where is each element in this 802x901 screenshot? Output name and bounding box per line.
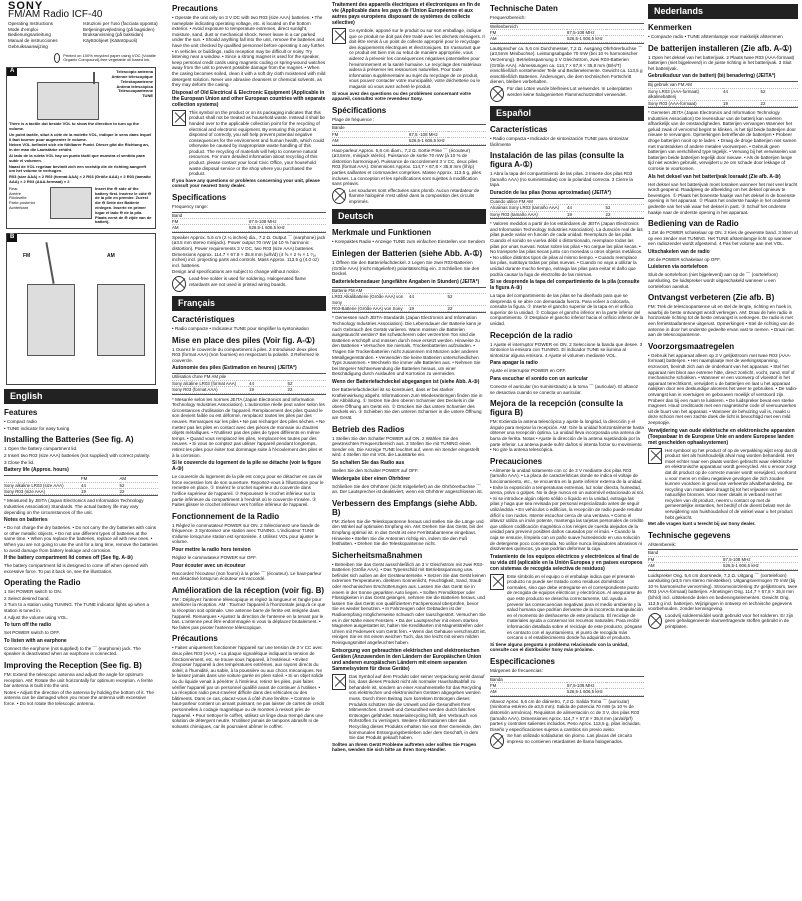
de-contact: Sollten an Ihrem Gerät Probleme auftreten oder sollten Sie Fragen haben, wenden Sie sich bitte an Ihren Sony-Händler. bbox=[332, 741, 477, 753]
fr-spec-text: Haut-parleur Approx. 5,6 cm diam., 7,2 Ω. Sortie Prise ⌒ (écouteur) (ø3,5mm, minijack stéréo). Puissance de sortie 70 mW (à 10 % de distorsion harmonique). Puissance de raccordement 3 V CC, deux piles R03 (format AAA). Dimensions Approx. 114,7 × 67,8 × 35,8 mm (l/h/p) parties saillantes et commandes comprises. Masse Approx. 113,5 g, piles incluses. La conception et les spécifications sont sujettes à modification sans préavis. bbox=[332, 147, 482, 187]
nl-tech-heading: Technische gegevens bbox=[648, 530, 731, 540]
step: 4 Adjust the volume using VOL. bbox=[4, 614, 69, 620]
cell: 52 bbox=[606, 205, 645, 211]
de-precautions: • Betreiben Sie das Gerät ausschließlich an 3 V Gleichstrom mit zwei R03-Batterien (Größe AAA). • Das Typenschild mit Betriebsspannung usw. befindet sich außen an der Geräteunterseite. • Setzen Sie das Gerät keinen extremen Temperaturen, direktem Sonnenlicht, Feuchtigkeit, Sand, Staub oder mechanischen Erschütterungen aus. Lassen Sie das Gerät nie in einem in der Sonne geparkten Auto liegen. • Sollten Fremdkörper oder Flüssigkeiten in das Gerät gelangen, nehmen Sie die Batterien heraus, und lassen Sie das Gerät von qualifiziertem Fachpersonal überprüfen, bevor Sie es wieder benutzen. • In Fahrzeugen oder Gebäuden ist der Radioempfang möglicherweise schwach oder rauschgestört. Versuchen Sie es in der Nähe eines Fensters. • Da der Lautsprecher mit einem starken Magneten ausgestattet ist, halten Sie Kreditkarten mit Magnetstreifen oder Uhren mit Federwerk vom Gerät fern. • Wenn das Gehäuse verschmutzt ist, reinigen Sie es mit einem weichen Tuch, das Sie leicht mit einem milden Reinigungsmittel angefeuchtet haben. bbox=[332, 561, 486, 645]
de-lead-block bbox=[490, 86, 644, 102]
cell: 44 bbox=[81, 483, 120, 489]
fr-contact: Si vous avez des questions ou des problèmes concernant votre appareil, consultez votre revendeur Sony. bbox=[332, 90, 471, 102]
recycled-note bbox=[54, 53, 158, 63]
cell: FM bbox=[648, 557, 723, 563]
cell: 19 bbox=[81, 489, 120, 495]
cell: 526,5-1 606,5 kHz bbox=[409, 138, 448, 144]
de-features-heading: Merkmale und Funktionen bbox=[332, 228, 432, 238]
lead-text: Lead-free solder is used for soldering. Halogenated flame retardants are not used in printed wiring boards. bbox=[189, 276, 306, 287]
nl-install: 1 Open het deksel van het batterijvak. 2 Plaats twee R03 (AAA-formaat) batterijen (niet bijgeleverd) in de juiste richting in het batterijvak. 3 Sluit het batterijvak. bbox=[648, 54, 795, 71]
crossed-bin-icon bbox=[172, 110, 186, 126]
es-battery-life-heading: Duración de las pilas (horas aproximadas) (JEITA*) bbox=[490, 189, 612, 196]
weee-heading: Disposal of Old Electrical & Electronic Equipment (Applicable in the European Union and other European countries with separate collection systems) bbox=[172, 89, 326, 108]
figure-b bbox=[6, 233, 156, 385]
lang-item: Betjeningsvejledning (på bagsiden) bbox=[83, 26, 155, 32]
lead-free-icon bbox=[490, 86, 504, 102]
sony-logo: SONY bbox=[8, 0, 44, 12]
note: Naast de VOL regelaar bevindt zich een voelstip die de richting aangeeft om het volume te verhogen. bbox=[9, 163, 147, 174]
fr-operating-heading: Fonctionnement de la Radio bbox=[172, 511, 280, 521]
cell: 52 bbox=[761, 89, 799, 101]
fr-install: 1 Ouvrez le couvercle du compartiment à piles. 2 Introduisez deux piles R03 (format AAA) (non fournies) en respectant la polarité. 3 Refermez le couvercle. bbox=[172, 346, 320, 363]
de-features: • Kompaktes Radio • Anzeige TUNE zum einfachen Einstellen von Sendern bbox=[332, 239, 486, 245]
de-precautions-heading: Sicherheitsmaßnahmen bbox=[332, 550, 423, 560]
cell bbox=[288, 225, 327, 231]
figure-a-part-labels bbox=[111, 70, 153, 99]
column-4 bbox=[490, 0, 644, 901]
lang-bar-dutch: Nederlands bbox=[648, 4, 798, 19]
rear-label: Parte posterior bbox=[9, 200, 36, 206]
cell: 44 bbox=[567, 205, 606, 211]
cell: AM bbox=[172, 225, 249, 231]
rear-label: Arrière bbox=[9, 190, 22, 196]
nl-tech-table bbox=[648, 549, 798, 570]
cell: Sony R03 (size AAA) bbox=[4, 489, 81, 495]
lang-bar-english: English bbox=[4, 389, 158, 404]
crossed-bin-icon bbox=[648, 448, 662, 464]
fr-off: Réglez le commutateur POWER sur OFF. bbox=[172, 555, 257, 561]
fr-weee-heading: Traitement des appareils électriques et électroniques en fin de vie (Applicable dans les pays de l'Union Européenne et aux autres pays européens disposant de systèmes de collecte sélective) bbox=[332, 2, 481, 26]
nl-battery-table bbox=[648, 81, 798, 108]
de-reception: FM: Ziehen Sie die Teleskopantenne heraus und stellen Sie die Länge und den Winkel auf optimalen Empfang ein. AM: Drehen Sie das Gerät, bis der Empfang optimal ist. In das Gerät ist eine Ferritstabantenne eingebaut. Hinweise • Stellen Sie die Antennen richtig ein, indem Sie den Fuß festhalten. • Drehen Sie die Teleskopantenne nicht. bbox=[332, 518, 484, 547]
cell: Sony alkaline LR03 (size AAA) bbox=[4, 483, 81, 489]
nl-operating-heading: Bediening van de Radio bbox=[648, 219, 739, 229]
fr-lead-text: Les soudures sont effectuées sans plomb. Aucun retardateur de flamme halogéné n'est utilisé dans la composition des circuits imprimés. bbox=[349, 187, 480, 204]
es-reception-heading: Mejora de la recepción (consulte la figura B) bbox=[490, 399, 623, 418]
de-install-heading: Einlegen der Batterien (siehe Abb. A-①) bbox=[332, 249, 483, 259]
notes-text: • Do not charge the dry batteries. • Do not carry the dry batteries with coins or other metallic objects. • Do not use different types of batteries at the same time. • When you replace the batteries, replace all with new ones. • When you are not going to use the unit for a long time, remove the batteries to avoid damage from battery leakage and corrosion. bbox=[4, 525, 158, 553]
nl-tech-sub: Afstembereik: bbox=[648, 541, 677, 547]
de-operating-heading: Betrieb des Radios bbox=[332, 424, 405, 434]
de-tech-text: Lautsprecher ca. 5,6 cm Durchmesser, 7,2 Ω. Ausgang Ohrhörerbuchse ⌒ (ø3,5mm Minibuchse). Leistungsabgabe 70 mW (bei 10 % harmonischer Verzerrung). Betriebsspannung 3 V Gleichstrom, zwei R03-Batterien (Größe AAA). Abmessungen ca. 114,7 × 67,8 × 35,8 mm (B/H/T) einschließlich vorstehender Teile und Bedienelemente. Gewicht ca. 113,5 g einschließlich Batterien. Änderungen, die dem technischen Fortschritt dienen, bleiben vorbehalten. bbox=[490, 45, 643, 85]
cell: Sony R03 (AAA-formaat) bbox=[648, 101, 723, 107]
cell: 44 bbox=[249, 381, 288, 387]
es-operating: 1 Ajuste el interruptor POWER en ON. 2 Seleccione la banda que desee. 3 Sintonice la emisora con TUNING. El indicador TUNE se ilumina al sintonizar alguna emisora. 4 Ajuste el volumen mediante VOL. bbox=[490, 341, 643, 358]
nl-off-heading: Uitschakelen van de radio bbox=[648, 248, 710, 255]
cell: AM bbox=[490, 36, 567, 42]
fr-lead-block bbox=[332, 188, 486, 206]
es-battery-notes: * Valores medidos a partir de los estándares de JEITA (Japan Electronics and Information Technology Industries Association). La duración real de las pilas puede variar en función de cada unidad. Reemplazo de las pilas Cuando el sonido se vuelva débil o distorsionado, reemplace todas las pilas por unas nuevas. Notas sobre las pilas • No cargue las pilas secas. • No transporte las pilas secas junto con monedas u otros objetos metálicos. • No utilice distintos tipos de pilas al mismo tiempo. • Cuando reemplace las pilas, sustituya todas por pilas nuevas. • Cuando no vaya a utilizar la unidad durante mucho tiempo, extraiga las pilas para evitar el daño que podría causar la fuga de electrolito de las mismas. bbox=[490, 221, 643, 277]
nl-weee-heading: Verwijdering van oude elektrische en elektronische apparaten (Toepasbaar in de Europese Unie en andere Europese landen met gescheiden ophaalsystemen) bbox=[648, 427, 795, 446]
freq-range-label: Frequency range: bbox=[172, 204, 209, 210]
note: There is a tactile dot beside VOL to show the direction to turn up the volume. bbox=[9, 121, 139, 131]
lang-bar-spanish: Español bbox=[490, 106, 644, 121]
earphone-text: Connect the earphone (not supplied) to the ⌒ (earphone) jack. The speaker is deactivated when an earphone is connected. bbox=[4, 645, 141, 657]
cell: 526,5-1 606,5 kHz bbox=[567, 689, 606, 695]
cell: 19 bbox=[249, 387, 288, 393]
lang-item: Bedienungsanleitung bbox=[8, 32, 51, 38]
cell: Cuando utilice FM AM bbox=[490, 199, 567, 205]
spec-note: Design and specifications are subject to change without notice. bbox=[172, 269, 300, 275]
lang-item: Bruksanvisning (på baksidan) bbox=[83, 32, 144, 38]
nl-precautions: • Gebruik het apparaat alleen op 3 V gelijkstroom met twee R03 (AAA-formaat) batterijen. • Het naamplaatje met de werkingsspanning, enzovoort, bevindt zich aan de onderkant van het apparaat. • Stel het apparaat niet bloot aan extreme hitte, direct zonlicht, vocht, zand, stof of mechanische schokken. • Wanneer er een voorwerp of vloeistof in het apparaat terechtkomt, verwijdert u de batterijen en laat u het apparaat nakijken door een deskundige alvorens het weer te gebruiken. • De radio-ontvangst kan in voertuigen en gebouwen moeilijk of verstoord zijn. Probeer dan bij een raam te luisteren. • De luidspreker bevat een sterke magneet. Houd creditcards met een magnetische code of veeruurwerken uit de buurt van het apparaat. • Wanneer de behuizing vuil is, maakt u deze schoon met een zachte doek die licht is bevochtigd met een mild zeepsopje. bbox=[648, 352, 798, 425]
cell: 22 bbox=[606, 212, 645, 218]
cell: AM bbox=[332, 138, 409, 144]
radio-illustration bbox=[37, 82, 99, 120]
step: 1 Set POWER switch to ON. bbox=[4, 589, 62, 595]
nl-battery-life-heading: Gebruiksduur van de batterij (bij benadering) (JEITA*) bbox=[648, 73, 776, 80]
crossed-bin-icon bbox=[332, 28, 346, 44]
es-lead-text: Se han utilizado soldaduras sin plomo. Las placas del circuito impreso no contienen retardantes de llama halogenados. bbox=[507, 733, 633, 744]
es-lid-heading: Si se desprende la tapa del compartimiento de la pila (consulte la figura A-③) bbox=[490, 279, 640, 292]
lid-text: The battery compartment lid is designed to come off when opened with excessive force. To put it back on, see the illustration. bbox=[4, 563, 148, 574]
fr-reception: FM : Déployez l'antenne télescopique et réglez la longueur et l'angle pour améliorer la réception. AM : Tournez l'appareil à l'horizontale jusqu'à ce que la réception soit optimale. Une antenne barre de ferrite est intégrée dans l'appareil. Remarques • Ajustez la direction de l'antenne en la tenant par le bas. L'antenne peut être endommagée si vous la déplacez brutalement. • Ne faites pas pivoter l'antenne télescopique. bbox=[172, 596, 326, 630]
crossed-bin-icon bbox=[490, 574, 504, 590]
nl-weee-block bbox=[648, 448, 798, 522]
column-1 bbox=[4, 0, 158, 901]
column-2 bbox=[172, 0, 326, 901]
part-label: Telescopic antenna bbox=[116, 69, 153, 75]
precautions-heading: Precautions bbox=[172, 4, 218, 13]
nl-reception: FM: Trek de telescoopantenne uit en stel de lengte, richting en hoek in, waarbij de beste ontvangst wordt verkregen. AM: Draai de hele radio in horizontale richting tot de beste ontvangst is verkregen. De radio is met een ferrietstaafantenne uitgerust. Opmerkingen • Stel de richting van de antenne in door het onderste gedeelte ervan vast te nemen. • Draai niet aan de telescoopantenne. bbox=[648, 304, 794, 338]
recycle-icon bbox=[54, 53, 60, 63]
nl-lid-text: Het deksel van het batterijvak moet losraken wanneer het met veel kracht wordt geopend. Raadpleeg de afbeelding om het deksel opnieuw te bevestigen. ① Plaats het bovenste haakje van het deksel in de bovenste opening in het apparaat. ② Plaats het onderste haakje in het onderste gedeelte van het vak waar het deksel in past. ③ Schuif het onderste haakje naar de onderste opening in het apparaat. bbox=[648, 181, 798, 215]
fr-precautions-heading: Précautions bbox=[172, 634, 218, 644]
de-battery-notes: * Gemessen nach JEITA-Standards (Japan Electronics and Information Technology Industries Association). Die Lebensdauer der Batterie kann je nach Gebrauch des Geräts variieren. Wann müssen die Batterien ausgetauscht werden? Bei schwächerem oder verzerrtem Ton sind die Batterien erschöpft und müssen durch neue ersetzt werden. Hinweise zu den Batterien • Versuchen Sie niemals, Trockenbatterien aufzuladen. • Tragen Sie Trockenbatterien nicht zusammen mit Münzen oder anderen Metallgegenständen. • Verwenden Sie keine Batterien unterschiedlichen Typs zusammen. • Wechseln Sie immer alle Batterien aus. • Nehmen Sie bei längerer Nichtverwendung die Batterien heraus, um einer Beschädigung durch Auslaufen und Korrosion zu vermeiden. bbox=[332, 315, 482, 377]
de-earphone-heading: Wiedergabe über einen Ohrhörer bbox=[332, 475, 411, 482]
lang-item: Käyttöohjeet (Kääntöpuoli) bbox=[83, 37, 138, 43]
es-install: 1 Abra la tapa del compartimiento de las pilas. 2 Inserte dos pilas R03 (tamaño AAA) (no suministradas) con la polaridad correcta. 3 Cierre la tapa. bbox=[490, 171, 633, 188]
lang-bar-german: Deutsch bbox=[332, 209, 486, 224]
figure-a-label: A bbox=[7, 68, 17, 76]
battery-life-heading: Battery life (Approx. hours) bbox=[4, 467, 69, 474]
de-tech-heading: Technische Daten bbox=[490, 4, 558, 13]
step: 1 Open the battery compartment lid. bbox=[4, 446, 78, 452]
cell: Banda bbox=[490, 677, 567, 683]
cell: FM bbox=[81, 476, 120, 482]
de-off: Stellen Sie den Schalter POWER auf OFF. bbox=[332, 467, 419, 473]
operating-heading: Operating the Radio bbox=[4, 578, 81, 588]
part-label: Antenne télescopique bbox=[111, 73, 153, 79]
cell: 44 bbox=[723, 89, 761, 101]
column-5 bbox=[648, 0, 798, 901]
lang-bar-french: Français bbox=[172, 296, 326, 311]
cell: Bande bbox=[332, 125, 409, 131]
de-lid-heading: Wenn der Batteriefachdeckel abgegangen ist (siehe Abb. A-③) bbox=[332, 379, 480, 385]
cell: R03-Batterie (Größe AAA) von Sony bbox=[332, 306, 409, 312]
cell: 52 bbox=[120, 483, 159, 489]
es-spec-text: Altavoz Aprox. 5,6 cm de diámetro, 7,2 Ω. Salida Toma ⌒ (auricular) (minitoma estéreo de ø3,5 mm). Salida de potencia 70 mW (a 10 % de distorsión armónica). Requisitos de alimentación cc de 3 V, dos pilas R03 (tamaño AAA). Dimensiones Aprox. 114,7 × 67,8 × 35,8 mm (an/al/prf) partes y controles salientes incluidos. Peso Aprox. 113,5 g, pilas incluidas. Diseño y especificaciones sujetos a cambios sin previo aviso. bbox=[490, 698, 641, 732]
fr-features: • Radio compacte • Indicateur TUNE pour simplifier la syntonisation bbox=[172, 326, 309, 331]
antenna-illustration bbox=[45, 242, 54, 284]
battery-compartment-illustration bbox=[50, 187, 92, 219]
language-list bbox=[8, 21, 158, 49]
reception-notes: Notes • Adjust the direction of the antenna by holding the bottom of it. The antenna can be damaged when you move the antenna with excessive force. • Do not rotate the telescopic antenna. bbox=[4, 689, 154, 706]
de-weee-block bbox=[332, 674, 486, 742]
lang-item: Mode d'emploi bbox=[8, 26, 38, 32]
cell: Sony R03 (tamaño AAA) bbox=[490, 212, 567, 218]
fr-off-heading: Pour mettre la radio hors tension bbox=[172, 547, 251, 554]
de-weee-heading: Entsorgung von gebrauchten elektrischen und elektronischen Geräten (Anzuwenden in den Ländern der Europäischen Union und anderen europäischen Ländern mit einem separaten Sammelsystem für diese Geräte) bbox=[332, 647, 482, 672]
es-off-heading: Para apagar la radio bbox=[490, 360, 538, 367]
nl-features-heading: Kenmerken bbox=[648, 23, 692, 32]
lead-free-icon bbox=[172, 276, 186, 292]
fr-battery-table bbox=[172, 373, 326, 394]
nl-install-heading: De batterijen installeren (Zie afb. A-①) bbox=[648, 43, 792, 53]
step: 2 Select desired band. bbox=[4, 595, 50, 601]
turn-off-text: Set POWER switch to OFF. bbox=[4, 630, 60, 636]
fr-lid-text: Le couvercle du logement de la pile est conçu pour se détacher en cas de force excessive lors de son ouverture. Reportez-vous à l'illustration pour le remettre en place. ① Insérez le crochet supérieur du couvercle dans l'orifice supérieur de l'appareil. ② Repoussez le crochet inférieur sur la partie inférieure du compartiment à l'endroit où le couvercle s'insère. ③ Faites glisser le crochet inférieur vers l'orifice inférieur de l'appareil. bbox=[172, 474, 324, 508]
cell: Sony alcaline LR03 (format AAA) bbox=[172, 381, 249, 387]
fr-spec-table bbox=[332, 124, 486, 145]
reception-text: FM: Extend the telescopic antenna and adjust the angle for optimum reception. AM: Rotate the unit horizontally for optimum reception. A ferrite bar antenna is built into the unit. bbox=[4, 672, 153, 689]
cell: Band bbox=[648, 550, 723, 556]
figure-a-notes bbox=[9, 122, 153, 225]
part-label: Telescoopantenne bbox=[118, 88, 153, 94]
es-install-heading: Instalación de las pilas (consulte la figura A-①) bbox=[490, 151, 624, 170]
de-operating: 1 Stellen Sie den Schalter POWER auf ON. 2 Wählen Sie den gewünschten Frequenzbereich aus. 3 Stellen Sie mit TUNING einen Sender ein. Die Anzeige TUNE leuchtet auf, wenn ein Sender eingestellt wird. 4 Stellen Sie mit VOL die Lautstärke ein. bbox=[332, 435, 480, 458]
cell: FM bbox=[490, 683, 567, 689]
de-reception-heading: Verbessern des Empfangs (siehe Abb. B) bbox=[332, 498, 478, 517]
cell: FM bbox=[332, 132, 409, 138]
lead-block bbox=[172, 276, 326, 292]
fr-spec-sub: Plage de fréquence : bbox=[332, 116, 375, 122]
cell: 19 bbox=[567, 212, 606, 218]
cell: LR03 Alkalibatterie (Größe AAA) von Sony bbox=[332, 294, 409, 306]
lead-free-icon bbox=[332, 188, 346, 204]
cell bbox=[606, 36, 645, 42]
figure-a bbox=[6, 67, 156, 229]
model-title bbox=[8, 8, 158, 20]
cell bbox=[761, 563, 799, 569]
es-weee-heading: Tratamiento de los equipos eléctricos y electrónicos al final de su vida útil (aplicable en la Unión Europea y en países europeos con sistemas de recogida selectiva de residuos) bbox=[490, 553, 643, 572]
nl-off: Zet de POWER schakelaar op OFF. bbox=[648, 256, 721, 262]
cell: 19 bbox=[723, 101, 761, 107]
fr-features-heading: Caractéristiques bbox=[172, 315, 235, 324]
radio-fm-illustration bbox=[27, 284, 75, 356]
fr-earphone: Raccordez l'écouteur (non fourni) à la prise ⌒ (écouteur). Le haut-parleur est désactivé lorsqu'un écouteur est raccordé. bbox=[172, 570, 322, 582]
notes-heading: Notes on batteries bbox=[4, 517, 48, 524]
figure-b-label: B bbox=[7, 234, 17, 242]
de-off-heading: So schalten Sie das Radio aus bbox=[332, 459, 405, 466]
es-battery-table bbox=[490, 198, 644, 219]
insert-instruction: Insert the ⊖ side of the battery first. Insérez le côté ⊖ de la pile en premier. Zuerst die ⊖ Seite der Batterie einlegen. Inserte en primer lugar el lado ⊖ de la pila. Plaats eerst de ⊖ zijde van de batterij. bbox=[95, 185, 152, 225]
es-spec-sub: Márgenes de frecuencias: bbox=[490, 668, 543, 673]
cell: Alcalinas Sony LR03 (tamaño AAA) bbox=[490, 205, 567, 211]
de-lid-text: Der Batteriefachdeckel ist so konstruiert, dass er bei starker Krafteinwirkung abgeht. Informationen zum Wiederanbringen finden Sie in der Abbildung. ① Setzen Sie den oberen Scharnier des Deckels in die obere Öffnung am Gerät ein. ② Drücken Sie das untere Scharnier des Deckels ein. ③ Schieben Sie den unteren Scharnier in die untere Öffnung am Gerät. bbox=[332, 387, 483, 420]
fr-weee-text: Ce symbole, apposé sur le produit ou sur son emballage, indique que ce produit ne doit pas être traité avec les déchets ménagers. Il doit être remis à un point de collecte approprié pour le recyclage des équipements électriques et électroniques. En s'assurant que ce produit est bien mis au rebut de manière appropriée, vous aiderez à prévenir les conséquences négatives potentielles pour l'environnement et la santé humaine. Le recyclage des matériaux aidera à préserver les ressources naturelles. Pour toute information supplémentaire au sujet du recyclage de ce produit, vous pouvez contacter votre municipalité, votre déchetterie ou le magasin où vous avez acheté le produit. bbox=[349, 28, 485, 89]
de-tech-sub: Frequenzbereich: bbox=[490, 15, 526, 20]
fr-install-heading: Mise en place des piles (Voir fig. A-①) bbox=[172, 335, 315, 345]
es-off: Ajuste el interruptor POWER en OFF. bbox=[490, 368, 567, 374]
radio-am-illustration bbox=[97, 284, 145, 356]
lead-free-icon bbox=[490, 733, 504, 749]
model-code: ICF-40 bbox=[71, 8, 103, 20]
specifications-heading: Specifications bbox=[172, 193, 227, 203]
cell: FM bbox=[172, 219, 249, 225]
band-label-am: AM bbox=[107, 253, 115, 260]
model-name: FM/AM Radio bbox=[8, 8, 70, 20]
nl-lead-text: Loodvrij soldeermiddel wordt gebruikt voor het solderen. Er zijn geen gehalogeneerde vlamvertragende stoffen gebruikt in de printplaten. bbox=[665, 612, 794, 629]
cell: Sony R03 (format AAA) bbox=[172, 387, 249, 393]
fr-precautions: • Faites uniquement fonctionner l'appareil sur une tension de 3 V CC avec deux piles R03 (AAA). • La plaque signalétique indiquant la tension de fonctionnement, etc. se trouve sous l'appareil, à l'extérieur. • Evitez d'exposer l'appareil à des températures extrêmes, aux rayons directs du soleil, à l'humidité, au sable, à la poussière ou aux chocs mécaniques. Ne le laissez jamais dans une voiture garée en plein soleil. • Si un objet solide ou du liquide venait à pénétrer à l'intérieur, retirez les piles, puis faites vérifier l'appareil par un personnel qualifié avant de continuer à l'utiliser. • La réception radio peut s'avérer difficile dans des véhicules ou des bâtiments. Dans ce cas, placez-vous à côté d'une fenêtre. • Comme le haut-parleur contient un aimant puissant, ne pas laisser de cartes de crédit personnelles à codage magnétique ou de montres à ressort près de l'appareil. • Pour nettoyer le coffret, utilisez un linge doux trempé dans une solution de détergent neutre. N'utilisez jamais de tampons abrasifs ni de solvants chimiques, car ils pourraient abîmer le coffret. bbox=[172, 645, 324, 729]
cell: 87,5-108 MHz bbox=[723, 557, 761, 563]
lang-item: Istruzioni per l'uso (facciata opposta) bbox=[83, 21, 158, 27]
cell: 22 bbox=[288, 387, 327, 393]
cell: AM bbox=[120, 476, 159, 482]
cell: 87,5-108 MHz bbox=[567, 683, 606, 689]
de-tech-table bbox=[490, 23, 644, 44]
cell bbox=[606, 689, 645, 695]
es-lead-block bbox=[490, 733, 644, 749]
de-battery-table bbox=[332, 287, 486, 314]
fr-operating: 1 Réglez le commutateur POWER sur ON. 2 Sélectionnez une bande de fréquence. 3 Syntonisez une station avec TUNING. L'indicateur TUNE s'allume lorsqu'une station est syntonisée. 4 Utilisez VOL pour ajuster le volume. bbox=[172, 522, 320, 545]
lang-item: Manual de instrucciones bbox=[8, 37, 58, 43]
fr-reception-heading: Amélioration de la réception (voir fig. B) bbox=[172, 585, 325, 595]
lang-item: Gebruiksaanwijzing bbox=[8, 43, 48, 49]
es-precautions: • Alimente la unidad solamente con cc de 3 V mediante dos pilas R03 (tamaño AAA). • La placa de características donde se indica el voltaje de funcionamiento, etc., se encuentra en la parte inferior externa de la unidad. • Evite la exposición a temperaturas extremas, luz solar directa, humedad, arena, polvo o golpes. No la deje nunca en un automóvil estacionado al sol. • Si se introduce algún objeto sólido o líquido en la unidad, extraiga las pilas y haga que sea revisada por personal especializado antes de seguir utilizándola. • En vehículos o edificios, la recepción de radio puede resultar difícil o con ruidos. Intente escuchar cerca de una ventana. • Como el altavoz utiliza un imán potente, mantenga las tarjetas personales de crédito que utilicen codificación magnética o los relojes de cuerda alejados de la unidad para prevenir posibles daños causados por el imán. • Cuando la caja se ensucie, límpiela con un paño suave humedecido en una solución de detergente poco concentrada. No utilice nunca limpiadores abrasivos ni disolventes químicos, ya que podrían deformar la caja. bbox=[490, 467, 644, 552]
cell: Sony LR03 (AAA-formaat) alkalinebatterij bbox=[648, 89, 723, 101]
es-lid-text: La tapa del compartimiento de las pilas se ha diseñado para que se desprenda si se abre con demasiada fuerza. Para volver a colocarla, consulte la figura. ① Inserte el gancho superior de la tapa en el orificio superior de la unidad. ② Coloque el gancho inferior en la parte inferior del compartimiento. ③ Desplace el gancho inferior hacia el orificio inferior de la unidad. bbox=[490, 293, 644, 327]
rear-label: Achterkant bbox=[9, 204, 29, 210]
fr-lid-heading: Si le couvercle du logement de la pile se détache (voir la figure A-③) bbox=[172, 460, 322, 473]
battery-labels: R03 (size AAA) × 2 R03 (format AAA) × 2 R03 (Größe AAA) × 2 R03 (tamaño AAA) × 2 R03 (AAA-formaat) × 2 bbox=[9, 174, 151, 184]
de-install: 1 Öffnen Sie den Batteriefachdeckel. 2 Legen Sie zwei R03-Batterien (Größe AAA) (nicht mitgeliefert) polaritätsrichtig ein. 3 Schließen Sie den Deckel. bbox=[332, 260, 480, 277]
cell: 526,5-1 606,5 kHz bbox=[567, 36, 606, 42]
de-battery-life-heading: Batterielebensdauer (ungefähre Angaben in Stunden) (JEITA*) bbox=[332, 278, 480, 285]
es-spec-heading: Especificaciones bbox=[490, 657, 555, 666]
de-earphone: Schließen Sie den Ohrhörer (nicht mitgeliefert) an die Ohrhörerbuchse ⌒ an. Der Lautsprecher ist deaktiviert, wenn ein Ohrhörer angeschlossen ist. bbox=[332, 483, 483, 495]
cell: 22 bbox=[120, 489, 159, 495]
cell: FM bbox=[490, 30, 567, 36]
step: 2 Insert two R03 (size AAA) batteries (not supplied) with correct polarity. bbox=[4, 452, 150, 458]
features-heading: Features bbox=[4, 408, 38, 418]
fr-weee-block bbox=[332, 28, 486, 91]
es-operating-heading: Recepción de la radio bbox=[490, 330, 573, 340]
cell: Utilisation d'une FM AM pile bbox=[172, 374, 249, 380]
cell: 526.5-1 606.5 kHz bbox=[249, 225, 288, 231]
rear-labels bbox=[9, 187, 47, 225]
cell: 22 bbox=[448, 306, 487, 312]
weee-text: This symbol on the product or on its packaging indicates that this product shall not be treated as household waste. Instead it shall be handed over to the applicable collection point for the recycling of electrical and electronic equipment. By ensuring this product is disposed of correctly, you will help prevent potential negative consequences for the environment and human health, which could otherwise be caused by inappropriate waste handling of this product. The recycling of materials will help to conserve natural resources. For more detailed information about recycling of this product, please contact your local Civic Office, your household waste disposal service or the shop where you purchased the product. bbox=[189, 109, 325, 177]
es-features-heading: Características bbox=[490, 124, 548, 134]
cell: AM bbox=[648, 563, 723, 569]
column-3 bbox=[332, 0, 486, 901]
cell: 44 bbox=[409, 294, 448, 306]
lid-heading: If the battery compartment lid comes off (See fig. A-③) bbox=[4, 555, 133, 562]
de-weee-text: Das Symbol auf dem Produkt oder seiner Verpackung weist darauf hin, dass dieses Produkt nicht als normaler Haushaltsabfall zu behandeln ist, sondern an einer Annahmestelle für das Recycling von elektrischen und elektronischen Geräten abgegeben werden muss. Durch Ihren Beitrag zum korrekten Entsorgen dieses Produkts schützen Sie die Umwelt und die Gesundheit Ihrer Mitmenschen. Umwelt und Gesundheit werden durch falsches Entsorgen gefährdet. Materialrecycling hilft, den Verbrauch von Rohstoffen zu verringern. Weitere Informationen über das Recycling dieses Produkts erhalten Sie von Ihrer Gemeinde, den kommunalen Entsorgungsbetrieben oder dem Geschäft, in dem Sie das Produkt gekauft haben. bbox=[349, 673, 485, 741]
cell: 526,5-1 606,5 kHz bbox=[723, 563, 759, 569]
cell: AM bbox=[490, 689, 567, 695]
earphone-heading: To listen with an earphone bbox=[4, 637, 67, 644]
part-label: TUNE bbox=[142, 93, 153, 99]
feature-item: • TUNE indicator for easy tuning bbox=[4, 425, 70, 431]
antenna-illustration bbox=[93, 72, 95, 84]
jeita-note: * Measured by JEITA (Japan Electronics and Information Technology Industries Association) Standards. The actual battery life may vary depending on the circumstances of the unit. bbox=[4, 498, 144, 515]
cell: 52 bbox=[288, 381, 327, 387]
turn-off-heading: To turn off the radio bbox=[4, 622, 52, 629]
fr-spec-heading: Spécifications bbox=[332, 105, 387, 115]
es-earphone: Conecte el auricular (no suministrado) a la toma ⌒ (auricular). El altavoz se desactiva cuando se conecta un auricular. bbox=[490, 384, 639, 395]
cell: 87,5 -108 MHz bbox=[409, 132, 448, 138]
cell: Wellenbereich bbox=[490, 24, 567, 30]
fr-earphone-heading: Pour écouter avec un écouteur bbox=[172, 562, 246, 569]
nl-earphone-heading: Luisteren via oortelefoon bbox=[648, 264, 708, 271]
nl-lead-block bbox=[648, 613, 798, 631]
spec-text: Speaker Approx. 5.6 cm (2 ¼ inches) dia., 7.2 Ω. Output ⌒ (earphone) jack (ø3.5 mm stereo minijack). Power output 70 mW (at 10 % harmonic distortion). Power requirements 3 V DC, two R03 (size AAA) batteries. Dimensions Approx. 114.7 × 67.8 × 35.8 mm (w/h/d) (4 ⅝ × 2 ¾ × 1 ⁷⁄₁₆ inches) incl. projecting parts and controls. Mass Approx. 113.5 g (4.0 oz) incl. batteries. bbox=[172, 234, 326, 268]
nl-precautions-heading: Voorzorgsmaatregelen bbox=[648, 341, 735, 351]
es-weee-text: Este símbolo en el equipo o el embalaje indica que el presente producto no puede ser tratado como residuos domésticos normales, sino que debe entregarse en el correspondiente punto de recogida de equipos eléctricos y electrónicos. Al asegurarse de que este producto se desecha correctamente, Ud. ayuda a prevenir las consecuencias negativas para el medio ambiente y la salud humana que podrían derivarse de la incorrecta manipulación en el momento de deshacerse de este producto. El reciclaje de materiales ayuda a conservar los recursos naturales. Para recibir información detallada sobre el reciclaje de este producto, póngase en contacto con el ayuntamiento, el punto de recogida más cercano o el establecimiento donde ha adquirido el producto. bbox=[507, 573, 643, 641]
rear-label: Rear bbox=[9, 185, 18, 191]
spec-table bbox=[172, 212, 326, 233]
lead-free-icon bbox=[648, 613, 662, 629]
nl-features: • Compacte radio • TUNE afstemlampje voor makkelijk afstemmen bbox=[648, 34, 783, 39]
cell bbox=[448, 138, 487, 144]
nl-lid-heading: Als het deksel van het batterijvak losraakt (Zie afb. A-③) bbox=[648, 173, 781, 180]
es-precautions-heading: Precauciones bbox=[490, 456, 543, 466]
es-spec-table bbox=[490, 676, 644, 697]
note: Neben VOL befindet sich ein fühlbarer Punkt. Dieser gibt die Richtung an, in der man die Lautstärke erhöht. bbox=[9, 142, 149, 153]
reception-heading: Improving the Reception (See fig. B) bbox=[4, 661, 142, 671]
nl-operating: 1 Zet de POWER schakelaar op ON. 2 Kies de gewenste band. 3 Stem af op een zender met TUNING. Het TUNE afstemlampje licht op wanneer een radiozender wordt afgestemd. 4 Pas het volume aan met VOL. bbox=[648, 230, 798, 247]
nl-battery-notes: * Gemeten JEITA (Japan Electronics and Information Technology Industries Association) De levensduur van de batterij kan variëren afhankelijk van de omstandigheden. Batterijen vervangen Wanneer het geluid zwak of vervormd begint te klinken, is het tijd beide batterijen door nieuwe te vervangen. Opmerkingen betreffende de batterijen • Probeer droge batterijen nooit op te laden. • Draag de droge batterijen niet samen met muntstukken of andere metalen voorwerpen. • Gebruik geen batterijen van verschillend type tegelijk. • Vervang bij het verwisselen van batterijen beide batterijen tegelijk door nieuwe. • Als de batterijen lange tijd niet worden gebruikt, verwijdert u ze om schade door lekkage of corrosie te voorkomen. bbox=[648, 110, 797, 171]
fr-battery-notes: * Mesurée selon les normes JEITA (Japan Electronics and Information Technology Industries Association). L'autonomie réelle peut varier selon les circonstances d'utilisation de l'appareil. Remplacement des piles Quand le son devient faible ou est déformé, remplacez toutes les piles par des neuves. Remarques sur les piles • Ne pas recharger des piles sèches. • Ne mettez pas les piles en contact avec des pièces de monnaie ou d'autres objets métalliques. • N'utilisez pas des piles de types différents en même temps. • Quand vous remplacez les piles, remplacez-les toutes par des neuves. • Si vous ne comptez pas utiliser l'appareil pendant longtemps, retirez les piles pour éviter tout dommage suite à l'écoulement des piles et à la corrosion. bbox=[172, 396, 325, 458]
de-lead-text: Für das Löten wurde bleifreies Lot verwendet. In Leiterplatten werden keine halogenierten Flammschutzmittel verwendet. bbox=[507, 85, 632, 97]
nl-contact: Met alle vragen kunt u terecht bij uw Sony dealer. bbox=[648, 521, 756, 527]
battery-life-table bbox=[4, 475, 158, 496]
nl-tech-text: Luidspreker Ong. 5,6 cm doorsnede, 7,2 Ω. Uitgang ⌒ (oortelefoon) aansluiting (ø3,5 mm stereo ministekker). Uitgangsvermogen 70 mW (bij 10 % harmonische vervorming). Stroomvoorziening 3V gelijkstroom, twee R03 (AAA-formaat) batterijen. Afmetingen Ong. 114,7 × 67,8 × 35,8 mm (b/h/d) incl. uitstekende delen en bedieningselementen. Gewicht Ong. 113,5 g incl. batterijen. Wijzigingen in ontwerp en technische gegevens voorbehouden, zonder kennisgeving. bbox=[648, 572, 798, 612]
lang-item: Operating Instructions bbox=[8, 21, 53, 27]
cell: 19 bbox=[409, 306, 448, 312]
nl-reception-heading: Ontvangst verbeteren (Zie afb. B) bbox=[648, 293, 775, 303]
es-weee-block bbox=[490, 574, 644, 642]
cell: 22 bbox=[761, 101, 799, 107]
cell: Bij gebruik van FM AM bbox=[648, 82, 723, 88]
part-label: Antena telescópica bbox=[116, 83, 153, 89]
cell: Band bbox=[172, 213, 249, 219]
es-earphone-heading: Para escuchar el sonido con un auricular bbox=[490, 376, 588, 383]
cell: 87.5-108 MHz bbox=[249, 219, 288, 225]
rear-label: Rückseite bbox=[9, 195, 27, 201]
part-label: Teleskopantenne bbox=[120, 78, 153, 84]
nl-weee-text: Het symbool op het product of op de verpakking wijst erop dat dit product niet als huishoudelijk afval mag worden behandeld. Het moet echter naar een plaats worden gebracht waar elektrische en elektronische apparatuur wordt gerecycled. Als u ervoor zorgt dat dit product op de correcte manier wordt verwijderd, voorkomt u voor mens en milieu negatieve gevolgen die zich zouden kunnen voordoen in geval van verkeerde afvalbehandeling. De recycling van materialen draagt bij tot het vrijwaren van natuurlijke bronnen. Voor meer details in verband met het recyclen van dit product, neemt u contact op met de gemeentelijke instanties, het bedrijf of de dienst belast met de verwijdering van huishoudafval of de winkel waar u het product hebt gekocht. bbox=[665, 447, 798, 520]
install-heading: Installing the Batteries (See fig. A) bbox=[4, 435, 134, 445]
band-label-fm: FM bbox=[23, 253, 31, 260]
recycled-text: Printed on 100% recycled paper using VOC (Volatile Organic Compound)-free vegetable oil based ink. bbox=[63, 52, 156, 63]
step: 3 Close the lid. bbox=[4, 459, 35, 465]
note: Al lado de la ruleta VOL hay un punto táctil que muestra el sentido para subir el volumen. bbox=[9, 152, 145, 163]
cell: 87,5-108 MHz bbox=[567, 30, 606, 36]
nl-earphone: Sluit de oortelefoon (niet bijgeleverd) aan op de ⌒ (oortelefoon) aansluiting. De luidspreker wordt uitgeschakeld wanneer u een oortelefoon aansluit. bbox=[648, 272, 778, 289]
weee-block bbox=[172, 110, 326, 178]
precautions-text: • Operate the unit only on 3 V DC with two R03 (size AAA) batteries. • The nameplate indicating operating voltage, etc. is located on the bottom exterior. • Avoid exposure to temperature extremes, direct sunlight, moisture, sand, dust or mechanical shock. Never leave in a car parked under the sun. • Should anything fall into the unit, remove the batteries and have the unit checked by qualified personnel before operating it any further. • In vehicles or buildings, radio reception may be difficult or noisy. Try listening near a window. • Since a strong magnet is used for the speaker, keep personal credit cards using magnetic coding or spring-wound watches away from the unit to prevent possible damage from the magnet. • When the casing becomes soiled, clean it with a soft dry cloth moistened with mild detergent solution. Never use abrasive cleansers or chemical solvents, as they may deform the casing. bbox=[172, 15, 326, 88]
crossed-bin-icon bbox=[332, 674, 346, 690]
es-contact: Si tiene alguna pregunta o problema relacionado con la unidad, consulte con el distribuidor Sony más próximo. bbox=[490, 641, 629, 653]
note: Un point tactile, situé à côté de la molette VOL, indique le sens dans lequel il faut tourner pour augmenter le volume. bbox=[9, 131, 152, 142]
fr-battery-life-heading: Autonomie des piles (Estimation en heures) (JEITA*) bbox=[172, 365, 297, 372]
es-reception: FM: Extienda la antena telescópica y ajuste la longitud, la dirección y el ángulo para mejorar la recepción. AM: Gire la unidad horizontalmente hasta obtener una recepción óptima. La unidad lleva incorporada una antena de barra de ferrita. Notas • Ajuste la dirección de la antena sujetándola por la parte inferior. La antena puede sufrir daños si intenta forzar su movimiento. • No gire la antena telescópica. bbox=[490, 419, 644, 453]
contact-text: If you have any questions or problems concerning your unit, please consult your nearest Sony dealer. bbox=[172, 177, 320, 189]
feature-item: • Compact radio bbox=[4, 419, 37, 425]
cell: 52 bbox=[448, 294, 487, 306]
step: 3 Turn to a station using TUNING. The TUNE indicator lights up when a station is tuned in. bbox=[4, 602, 150, 614]
cell: Batterie FM AM bbox=[332, 288, 409, 294]
es-features: • Radio compacta • Indicador de sintonización TUNE para sintonizar fácilmente bbox=[490, 135, 629, 147]
